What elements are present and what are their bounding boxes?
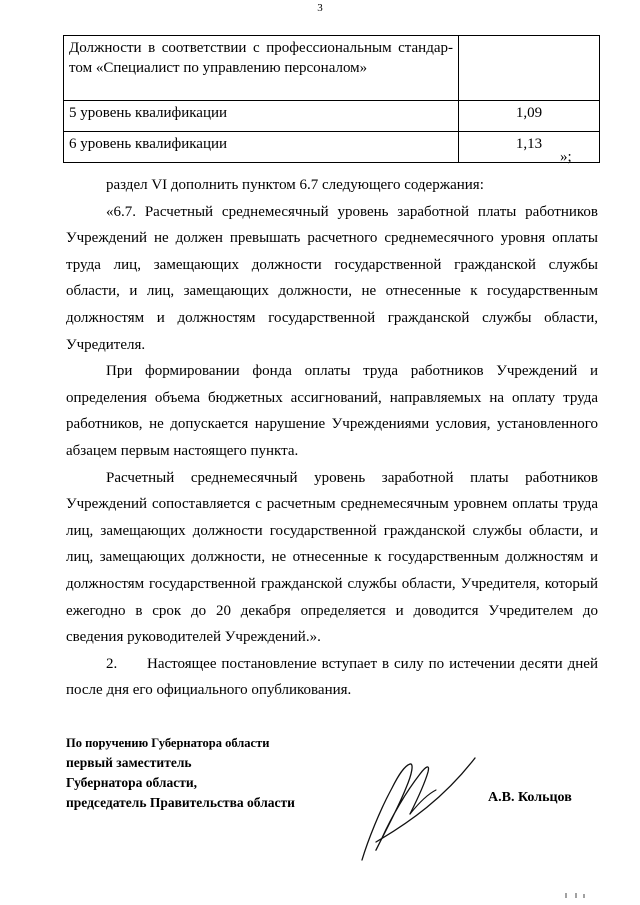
- table-row: [64, 101, 600, 132]
- qualification-table: [63, 35, 600, 163]
- table-cell-value: [459, 36, 600, 101]
- table-cell-value: 1,09: [459, 101, 600, 132]
- paragraph: «6.7. Расчетный среднемесячный уровень заработной платы работников Учреждений не должен превышать расчетного среднемесячного уровня оплаты труда лиц, замещающих должности государственной гражданской службы области, и лиц, замещающих должности, не отнесенные к государственным должностям и должностям государственной гражданской службы области, Учредителя.: [66, 203, 598, 353]
- signer-authority-line: По поручению Губернатора области: [66, 736, 270, 750]
- table-cell-label: 6 уровень квалификации: [64, 132, 459, 163]
- handwritten-signature: [340, 750, 500, 865]
- signer-title-line: председатель Правительства области: [66, 795, 295, 810]
- signature-block: [66, 733, 295, 813]
- table-row: [64, 36, 600, 101]
- paragraph: Расчетный среднемесячный уровень заработной платы работников Учреждений сопоставляется с расчетным среднемесячным уровнем оплаты труда лиц, замещающих должности государственной гражданской службы области, и лиц, замещающих должности, не отнесенные к государственным должностям и должностям государственной гражданской службы области, Учредителя, который ежегодно в срок до 20 декабря определяется и доводится Учредителем до сведения руководителей Учреждений.».: [66, 469, 598, 646]
- signer-name: А.В. Кольцов: [488, 790, 572, 805]
- table-cell-value: 1,13: [459, 132, 600, 163]
- page-number: 3: [317, 2, 323, 14]
- paragraph: раздел VI дополнить пунктом 6.7 следующего содержания:: [106, 177, 484, 193]
- table-cell-label: Должности в соответствии с профессиональным стандар-том «Специалист по управлению персоналом»: [64, 36, 459, 101]
- document-body: [66, 172, 602, 704]
- signer-title-line: первый заместитель: [66, 755, 192, 770]
- paragraph: При формировании фонда оплаты труда работников Учреждений и определения объема бюджетных ассигнований, направляемых на оплату труда работников, не допускается нарушение Учреждениями условия, установленного абзацем первым настоящего пункта.: [66, 363, 598, 459]
- signer-title-line: Губернатора области,: [66, 775, 197, 790]
- table-row: [64, 132, 600, 163]
- paragraph: 2. Настоящее постановление вступает в силу по истечении десяти дней после дня его официального опубликования.: [66, 655, 602, 699]
- table-cell-label: 5 уровень квалификации: [64, 101, 459, 132]
- scan-marks: [560, 890, 590, 900]
- table-closing-quote: »;: [560, 149, 572, 165]
